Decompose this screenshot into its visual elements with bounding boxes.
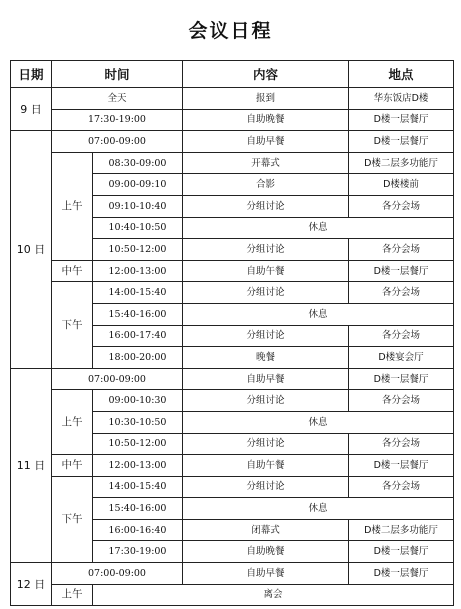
period-cell: 上午 bbox=[52, 584, 93, 606]
schedule-row bbox=[11, 476, 454, 498]
location-cell: D楼楼前 bbox=[349, 174, 454, 196]
content-cell: 晚餐 bbox=[183, 347, 349, 369]
content-cell: 分组讨论 bbox=[183, 433, 349, 455]
time-cell: 17:30-19:00 bbox=[52, 109, 183, 131]
time-cell: 10:30-10:50 bbox=[93, 411, 183, 433]
schedule-row bbox=[11, 109, 454, 131]
schedule-row bbox=[11, 368, 454, 390]
location-cell: 各分会场 bbox=[349, 433, 454, 455]
schedule-row bbox=[11, 584, 454, 606]
location-cell: D楼一层餐厅 bbox=[349, 109, 454, 131]
content-cell: 分组讨论 bbox=[183, 390, 349, 412]
location-cell: 各分会场 bbox=[349, 239, 454, 261]
content-cell: 自助晚餐 bbox=[183, 541, 349, 563]
time-cell: 15:40-16:00 bbox=[93, 303, 183, 325]
day-cell: 10 日 bbox=[11, 131, 52, 369]
content-cell: 休息 bbox=[183, 303, 454, 325]
schedule-row bbox=[11, 455, 454, 477]
time-cell: 12:00-13:00 bbox=[93, 455, 183, 477]
time-cell: 07:00-09:00 bbox=[52, 131, 183, 153]
content-cell: 合影 bbox=[183, 174, 349, 196]
page-title: 会议日程 bbox=[188, 20, 273, 42]
time-cell: 07:00-09:00 bbox=[52, 368, 183, 390]
schedule-body bbox=[11, 88, 454, 606]
location-cell: D楼一层餐厅 bbox=[349, 368, 454, 390]
content-cell: 休息 bbox=[183, 217, 454, 239]
location-cell: D楼一层餐厅 bbox=[349, 541, 454, 563]
day-cell: 9 日 bbox=[11, 88, 52, 131]
content-cell: 开幕式 bbox=[183, 152, 349, 174]
time-cell: 18:00-20:00 bbox=[93, 347, 183, 369]
content-cell: 报到 bbox=[183, 88, 349, 110]
day-cell: 12 日 bbox=[11, 563, 52, 606]
location-cell: 华东饭店D楼 bbox=[349, 88, 454, 110]
period-cell: 上午 bbox=[52, 390, 93, 455]
schedule-row bbox=[11, 563, 454, 585]
content-cell: 分组讨论 bbox=[183, 476, 349, 498]
header-row bbox=[11, 61, 454, 88]
header-content: 内容 bbox=[183, 61, 349, 88]
location-cell: 各分会场 bbox=[349, 476, 454, 498]
time-cell: 08:30-09:00 bbox=[93, 152, 183, 174]
period-cell: 上午 bbox=[52, 152, 93, 260]
location-cell: D楼二层多功能厅 bbox=[349, 519, 454, 541]
time-cell: 10:50-12:00 bbox=[93, 239, 183, 261]
day-cell: 11 日 bbox=[11, 368, 52, 562]
location-cell: D楼一层餐厅 bbox=[349, 260, 454, 282]
time-cell: 09:00-10:30 bbox=[93, 390, 183, 412]
content-cell: 分组讨论 bbox=[183, 239, 349, 261]
time-cell: 10:40-10:50 bbox=[93, 217, 183, 239]
time-cell: 14:00-15:40 bbox=[93, 282, 183, 304]
time-cell: 12:00-13:00 bbox=[93, 260, 183, 282]
time-cell: 14:00-15:40 bbox=[93, 476, 183, 498]
schedule-row bbox=[11, 152, 454, 174]
content-cell: 自助早餐 bbox=[183, 563, 349, 585]
period-cell: 下午 bbox=[52, 476, 93, 562]
location-cell: 各分会场 bbox=[349, 195, 454, 217]
period-cell: 中午 bbox=[52, 455, 93, 477]
time-cell: 10:50-12:00 bbox=[93, 433, 183, 455]
location-cell: 各分会场 bbox=[349, 390, 454, 412]
time-cell: 09:10-10:40 bbox=[93, 195, 183, 217]
schedule-row bbox=[11, 260, 454, 282]
time-cell: 15:40-16:00 bbox=[93, 498, 183, 520]
time-cell: 07:00-09:00 bbox=[52, 563, 183, 585]
schedule-table bbox=[10, 60, 454, 606]
content-cell: 闭幕式 bbox=[183, 519, 349, 541]
header-date: 日期 bbox=[11, 61, 52, 88]
content-cell: 离会 bbox=[93, 584, 454, 606]
location-cell: D楼一层餐厅 bbox=[349, 455, 454, 477]
content-cell: 自助午餐 bbox=[183, 455, 349, 477]
location-cell: D楼二层多功能厅 bbox=[349, 152, 454, 174]
content-cell: 自助早餐 bbox=[183, 368, 349, 390]
content-cell: 自助晚餐 bbox=[183, 109, 349, 131]
header-time: 时间 bbox=[52, 61, 183, 88]
content-cell: 分组讨论 bbox=[183, 325, 349, 347]
location-cell: D楼一层餐厅 bbox=[349, 131, 454, 153]
time-cell: 16:00-16:40 bbox=[93, 519, 183, 541]
schedule-row bbox=[11, 282, 454, 304]
time-cell: 16:00-17:40 bbox=[93, 325, 183, 347]
content-cell: 分组讨论 bbox=[183, 282, 349, 304]
period-cell: 中午 bbox=[52, 260, 93, 282]
schedule-row bbox=[11, 88, 454, 110]
period-cell: 下午 bbox=[52, 282, 93, 368]
time-cell: 09:00-09:10 bbox=[93, 174, 183, 196]
content-cell: 分组讨论 bbox=[183, 195, 349, 217]
time-cell: 17:30-19:00 bbox=[93, 541, 183, 563]
location-cell: D楼宴会厅 bbox=[349, 347, 454, 369]
location-cell: 各分会场 bbox=[349, 282, 454, 304]
schedule-row bbox=[11, 390, 454, 412]
header-location: 地点 bbox=[349, 61, 454, 88]
time-cell: 全天 bbox=[52, 88, 183, 110]
content-cell: 休息 bbox=[183, 498, 454, 520]
content-cell: 休息 bbox=[183, 411, 454, 433]
location-cell: D楼一层餐厅 bbox=[349, 563, 454, 585]
content-cell: 自助早餐 bbox=[183, 131, 349, 153]
content-cell: 自助午餐 bbox=[183, 260, 349, 282]
location-cell: 各分会场 bbox=[349, 325, 454, 347]
schedule-row bbox=[11, 131, 454, 153]
